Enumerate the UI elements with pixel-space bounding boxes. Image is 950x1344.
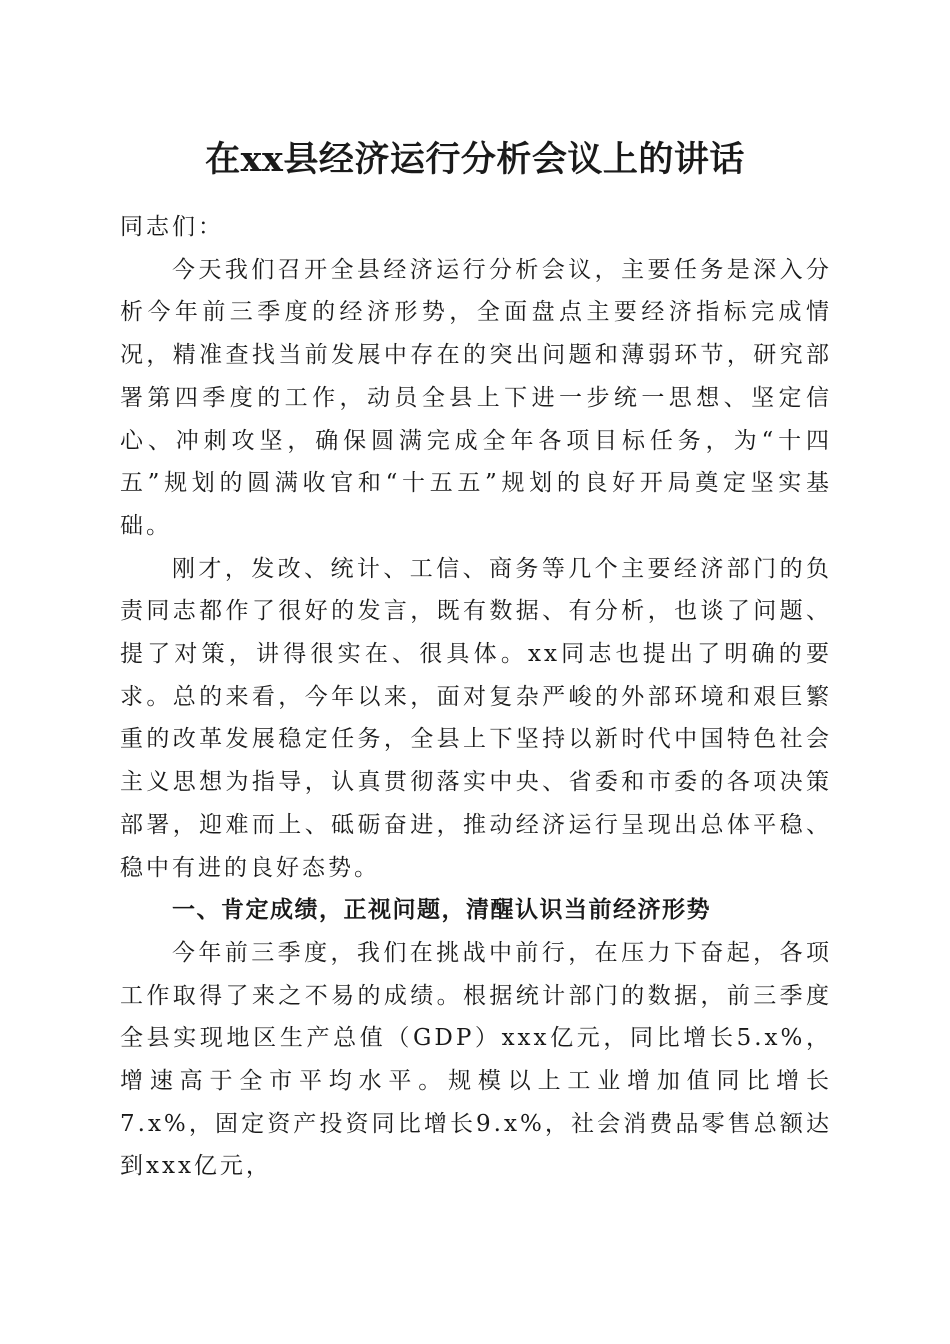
document-body: [120, 206, 832, 1188]
paragraph-section-one: 今年前三季度，我们在挑战中前行，在压力下奋起，各项工作取得了来之不易的成绩。根据统计部门的数据，前三季度全县实现地区生产总值（GDP）xxx亿元，同比增长5.x%，增速高于全市平均水平。规模以上工业增加值同比增长7.x%，固定资产投资同比增长9.x%，社会消费品零售总额达到xxx亿元，: [120, 939, 832, 1180]
document-title: 在xx县经济运行分析会议上的讲话: [205, 139, 745, 180]
paragraph-opening: 今天我们召开全县经济运行分析会议，主要任务是深入分析今年前三季度的经济形势，全面盘点主要经济指标完成情况，精准查找当前发展中存在的突出问题和薄弱环节，研究部署第四季度的工作，动员全县上下进一步统一思想、坚定信心、冲刺攻坚，确保圆满完成全年各项目标任务，为“十四五”规划的圆满收官和“十五五”规划的良好开局奠定坚实基础。: [120, 256, 832, 539]
section-heading: 一、肯定成绩，正视问题，清醒认识当前经济形势: [172, 897, 711, 924]
paragraph-summary: 刚才，发改、统计、工信、商务等几个主要经济部门的负责同志都作了很好的发言，既有数据、有分析，也谈了问题、提了对策，讲得很实在、很具体。xx同志也提出了明确的要求。总的来看，今年以来，面对复杂严峻的外部环境和艰巨繁重的改革发展稳定任务，全县上下坚持以新时代中国特色社会主义思想为指导，认真贯彻落实中央、省委和市委的各项决策部署，迎难而上、砥砺奋进，推动经济运行呈现出总体平稳、稳中有进的良好态势。: [120, 555, 832, 881]
salutation: 同志们：: [120, 214, 224, 240]
